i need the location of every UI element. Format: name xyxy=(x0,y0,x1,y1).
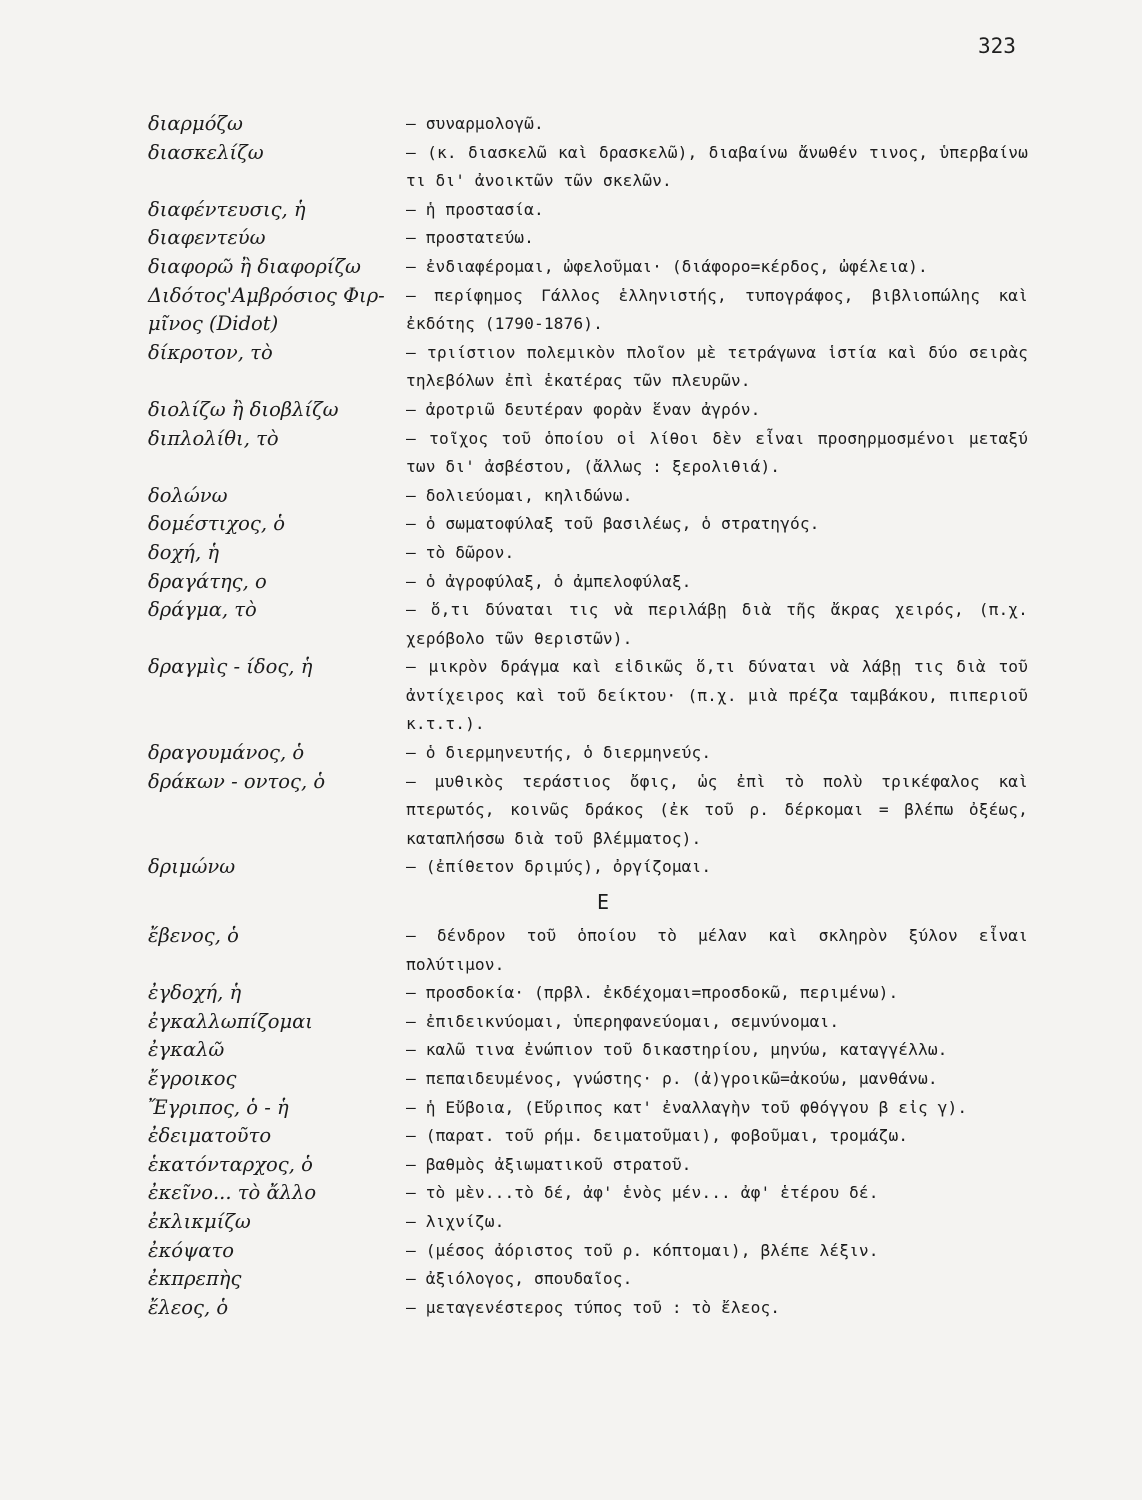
entry-term: δριμώνω xyxy=(148,855,236,879)
glossary-entry xyxy=(148,539,1028,568)
entry-term: ἔγροικος xyxy=(148,1067,237,1090)
entry-term: δραγάτης, ο xyxy=(148,569,267,593)
glossary-entry xyxy=(148,339,1028,396)
entry-definition: — (ἐπίθετον δριμύς), ὀργίζομαι. xyxy=(406,857,712,877)
entry-definition: — μικρὸν δράγμα καὶ εἰδικῶς ὅ,τι δύναται νὰ λάβῃ τις διὰ τοῦ ἀντίχειρος καὶ τοῦ δείκτου· (π.χ. μιὰ πρέζα ταμβάκου, πιπεριοῦ κ.τ.τ.). xyxy=(406,657,1028,734)
entry-term: διαφεντεύω xyxy=(148,226,266,250)
entry-definition: — προσδοκία· (πρβλ. ἐκδέχομαι=προσδοκῶ, περιμένω). xyxy=(406,983,899,1003)
glossary-entry xyxy=(148,110,1028,139)
glossary-entry xyxy=(148,1237,1028,1266)
entry-definition: — δολιεύομαι, κηλιδώνω. xyxy=(406,485,633,505)
glossary-entry xyxy=(148,653,1028,739)
entry-definition: — συναρμολογῶ. xyxy=(406,114,544,133)
entry-term: δολώνω xyxy=(148,483,228,507)
entry-term: ἐγδοχή, ἡ xyxy=(148,981,242,1005)
glossary-entry xyxy=(148,139,1028,196)
entry-definition: — τριίστιον πολεμικὸν πλοῖον μὲ τετράγωνα ἱστία καὶ δύο σειρὰς τηλεβόλων ἐπὶ ἑκατέρας τῶν πλευρῶν. xyxy=(406,342,1028,391)
entry-definition: — ἡ Εὔβοια, (Εὔριπος κατ' ἐναλλαγὴν τοῦ φθόγγου β εἰς γ). xyxy=(406,1097,968,1117)
entry-term: ἐκόψατο xyxy=(148,1238,234,1262)
entry-term: δράκων - οντος, ὁ xyxy=(148,769,326,793)
entry-definition: — βαθμὸς ἀξιωματικοῦ στρατοῦ. xyxy=(406,1154,692,1174)
entry-definition: — ὅ,τι δύναται τις νὰ περιλάβῃ διὰ τῆς ἄκρας χειρός, (π.χ. χερόβολο τῶν θεριστῶν). xyxy=(406,600,1028,648)
entry-term: δίκροτον, τὸ xyxy=(148,340,273,364)
entry-definition: — μυθικὸς τεράστιος ὄφις, ὡς ἐπὶ τὸ πολὺ τρικέφαλος καὶ πτερωτός, κοινῶς δράκος (ἐκ τοῦ ρ. δέρκομαι = βλέπω ὀξέως, καταπλήσσω διὰ τοῦ βλέμματος). xyxy=(406,771,1028,848)
entry-term: ἑκατόνταρχος, ὁ xyxy=(148,1152,313,1176)
glossary-entry xyxy=(148,253,1028,282)
entry-term: διαρμόζω xyxy=(148,112,243,135)
entry-term: ἐκπρεπὴς xyxy=(148,1267,242,1291)
entry-definition: — ὁ ἀγροφύλαξ, ὁ ἀμπελοφύλαξ. xyxy=(406,571,692,591)
glossary-entry xyxy=(148,482,1028,511)
glossary-entry xyxy=(148,1036,1028,1065)
entry-definition: — ἀξιόλογος, σπουδαῖος. xyxy=(406,1269,633,1289)
glossary-entry xyxy=(148,1294,1028,1323)
entry-term: Ἔγριπος, ὁ - ἡ xyxy=(148,1095,289,1119)
glossary-entry xyxy=(148,568,1028,597)
entry-definition: — ἀροτριῶ δευτέραν φορὰν ἕναν ἀγρόν. xyxy=(406,399,761,419)
entry-term: ἐκλικμίζω xyxy=(148,1209,251,1233)
glossary-entry xyxy=(148,768,1028,854)
glossary-entry xyxy=(148,1008,1028,1037)
entry-definition: — μεταγενέστερος τύπος τοῦ : τὸ ἔλεος. xyxy=(406,1297,781,1317)
glossary-entry xyxy=(148,1208,1028,1237)
entry-definition: — τὸ δῶρον. xyxy=(406,542,515,562)
entry-list-e xyxy=(148,922,1028,1322)
entry-definition: — (παρατ. τοῦ ρήμ. δειματοῦμαι), φοβοῦμαι, τρομάζω. xyxy=(406,1126,909,1146)
glossary-entry xyxy=(148,396,1028,425)
entry-term: δομέστιχος, ὁ xyxy=(148,512,285,536)
glossary-entry xyxy=(148,196,1028,225)
entry-term: ἐδειματοῦτο xyxy=(148,1124,272,1148)
entry-term: δραγουμάνος, ὁ xyxy=(148,741,305,765)
glossary-entry xyxy=(148,224,1028,253)
glossary-entry xyxy=(148,1265,1028,1294)
section-heading: Ε xyxy=(596,890,610,915)
entry-term: διπλολίθι, τὸ xyxy=(148,426,279,450)
glossary-entry xyxy=(148,979,1028,1008)
glossary-entry xyxy=(148,1094,1028,1123)
entry-definition: — (κ. διασκελῶ καὶ δρασκελῶ), διαβαίνω ἄνωθέν τινος, ὑπερβαίνω τι δι' ἀνοικτῶν τῶν σκελῶν. xyxy=(406,142,1028,191)
entry-definition: — ὁ σωματοφύλαξ τοῦ βασιλέως, ὁ στρατηγός. xyxy=(406,514,820,534)
glossary-entry xyxy=(148,1179,1028,1208)
glossary-entry xyxy=(148,1122,1028,1151)
entry-definition: — (μέσος ἀόριστος τοῦ ρ. κόπτομαι), βλέπε λέξιν. xyxy=(406,1240,879,1260)
entry-definition: — προστατεύω. xyxy=(406,228,534,248)
glossary-entry xyxy=(148,739,1028,768)
glossary xyxy=(148,110,1028,1322)
page-number: 323 xyxy=(978,34,1016,58)
entry-term: διαφέντευσις, ἡ xyxy=(148,197,306,221)
entry-term: ἔβενος, ὁ xyxy=(148,924,239,948)
entry-term: ἐγκαλῶ xyxy=(148,1038,225,1062)
entry-definition: — λιχνίζω. xyxy=(406,1211,505,1231)
entry-definition: — καλῶ τινα ἐνώπιον τοῦ δικαστηρίου, μηνύω, καταγγέλλω. xyxy=(406,1040,948,1060)
glossary-entry xyxy=(148,425,1028,482)
glossary-entry xyxy=(148,922,1028,979)
entry-term: ἔλεος, ὁ xyxy=(148,1295,229,1319)
entry-definition: — περίφημος Γάλλος ἑλληνιστής, τυπογράφος, βιβλιοπώλης καὶ ἐκδότης (1790-1876). xyxy=(406,285,1028,334)
entry-definition: — ἐπιδεικνύομαι, ὑπερηφανεύομαι, σεμνύνομαι. xyxy=(406,1011,840,1031)
entry-term: δραγμὶς - ίδος, ἡ xyxy=(148,655,313,679)
entry-definition: — τοῖχος τοῦ ὁποίου οἱ λίθοι δὲν εἶναι προσηρμοσμένοι μεταξύ των δι' ἀσβέστου, (ἄλλως : ξερολιθιά). xyxy=(406,428,1028,477)
entry-definition: — ἐνδιαφέρομαι, ὠφελοῦμαι· (διάφορο=κέρδος, ὠφέλεια). xyxy=(406,256,928,276)
entry-term: διασκελίζω xyxy=(148,140,264,164)
entry-definition: — ἡ προστασία. xyxy=(406,199,544,219)
entry-definition: — ὁ διερμηνευτής, ὁ διερμηνεύς. xyxy=(406,743,712,763)
glossary-entry xyxy=(148,853,1028,882)
entry-definition: — πεπαιδευμένος, γνώστης· ρ. (ἀ)γροικῶ=ἀκούω, μανθάνω. xyxy=(406,1069,938,1088)
entry-term: δράγμα, τὸ xyxy=(148,598,257,622)
entry-term: διαφορῶ ἢ διαφορίζω xyxy=(148,254,361,278)
glossary-entry xyxy=(148,510,1028,539)
entry-definition: — τὸ μὲν...τὸ δέ, ἀφ' ἑνὸς μέν... ἀφ' ἑτέρου δέ. xyxy=(406,1183,879,1203)
entry-definition: — δένδρον τοῦ ὁποίου τὸ μέλαν καὶ σκληρὸν ξύλον εἶναι πολύτιμον. xyxy=(406,926,1028,974)
glossary-entry xyxy=(148,596,1028,653)
entry-term: δοχή, ἡ xyxy=(148,540,220,564)
glossary-entry xyxy=(148,282,1028,339)
entry-term: ἐκεῖνο... τὸ ἄλλο xyxy=(148,1181,317,1205)
glossary-entry xyxy=(148,1151,1028,1180)
glossary-entry xyxy=(148,1065,1028,1094)
entry-list-d xyxy=(148,110,1028,882)
entry-term: ἐγκαλλωπίζομαι xyxy=(148,1009,313,1033)
entry-term: Διδότος'Αμβρόσιος Φιρ- μῖνος (Didot) xyxy=(148,283,385,336)
entry-term: διολίζω ἢ διοβλίζω xyxy=(148,397,339,421)
